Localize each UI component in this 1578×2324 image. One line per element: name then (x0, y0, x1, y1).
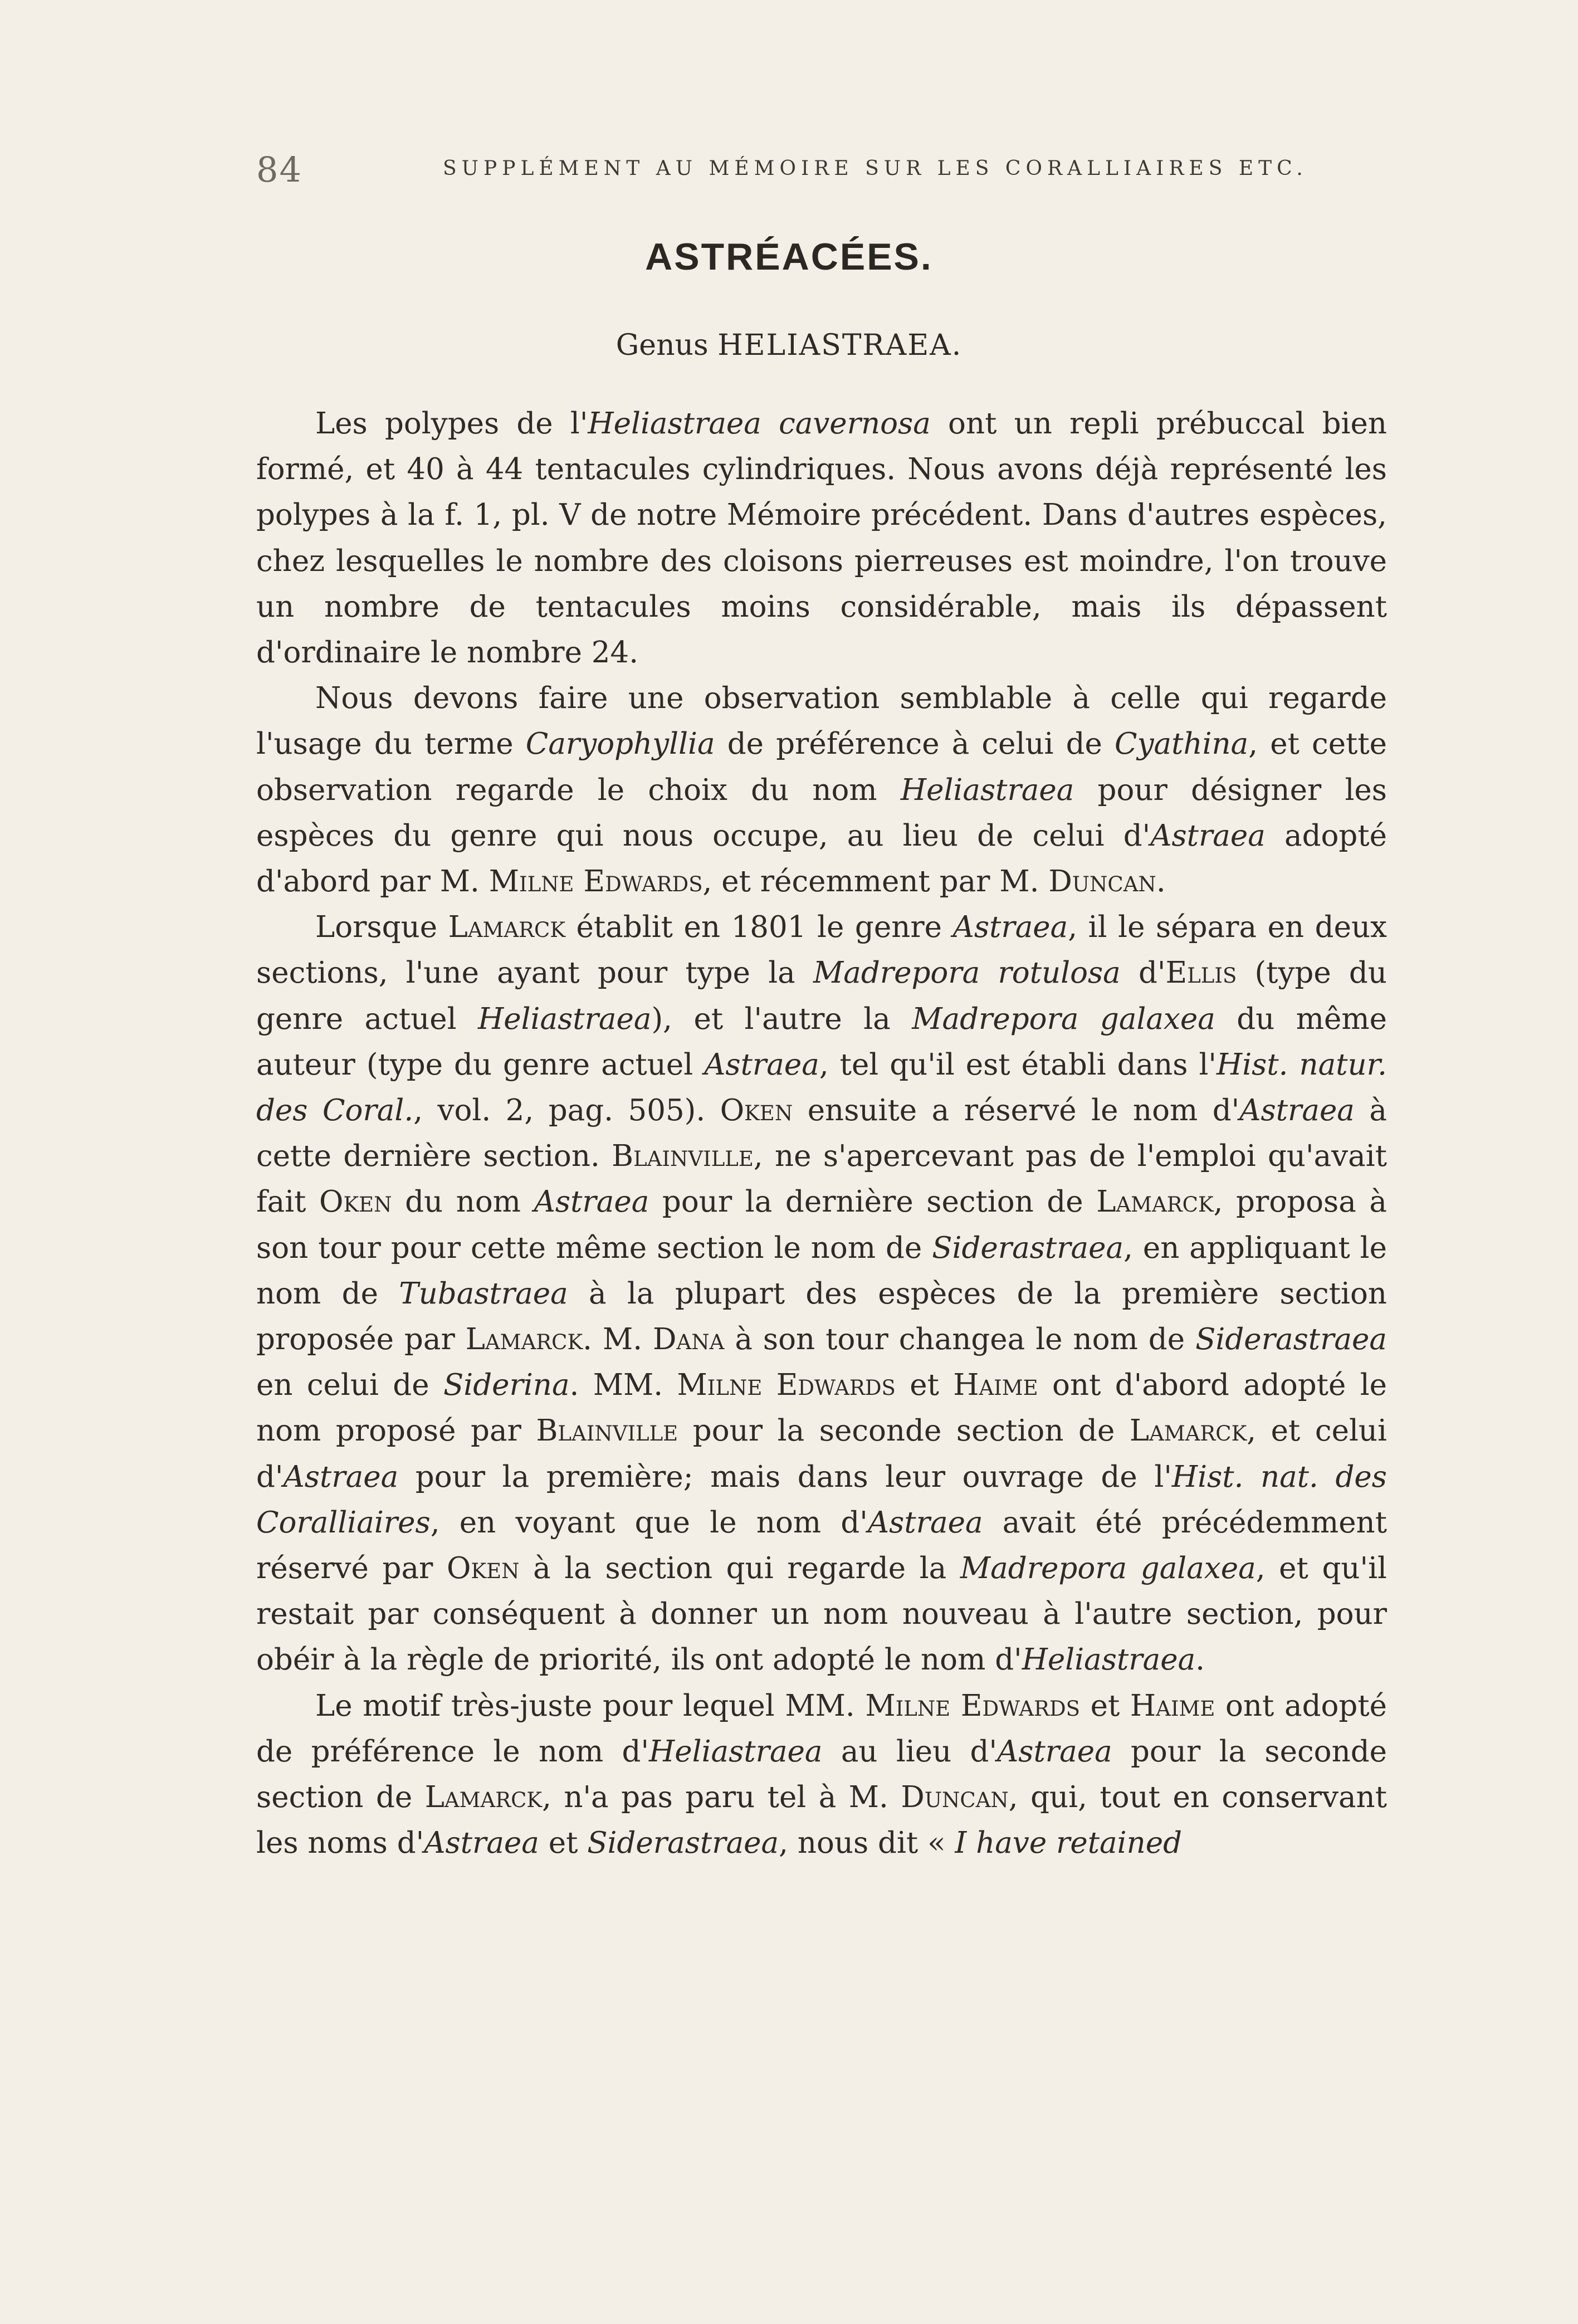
italic-term: Madrepora rotulosa (813, 956, 1121, 990)
body-text (256, 401, 1387, 1867)
text-run: , et celui d' (256, 1414, 1387, 1494)
author-name: Duncan (901, 1780, 1009, 1815)
text-run: , en voyant que le nom d' (430, 1505, 868, 1540)
author-name: Lamarck (424, 1780, 543, 1815)
paragraph (256, 1683, 1387, 1867)
text-run: Lorsque (315, 910, 448, 945)
page-header (256, 149, 1342, 194)
text-run: . M. (583, 1322, 653, 1357)
text-run: et (539, 1826, 588, 1861)
text-run: à son tour changea le nom de (724, 1322, 1196, 1357)
text-run: ont un repli prébuccal bien formé, et 40 à 44 tentacules cylindriques. Nous avons déjà représenté les polypes à la f. 1, pl. V de notre Mémoire précédent. Dans d'autres espèces, chez lesquelles le nombre des cloisons pierreuses est moindre, l'on trouve un nombre de tentacules moins considérable, mais ils dépassent d'ordinaire le nombre 24. (256, 407, 1387, 670)
text-run: ), et l'autre la (651, 1002, 912, 1036)
text-run: . (1195, 1643, 1205, 1677)
author-name: Blainville (536, 1414, 678, 1448)
text-run: ont adopté de préférence le nom d' (256, 1688, 1388, 1769)
text-run: du même auteur (type du genre actuel (256, 1002, 1387, 1082)
author-name: Dana (653, 1322, 725, 1357)
italic-term: Astraea (704, 1047, 819, 1082)
italic-term: Heliastraea (478, 1002, 652, 1036)
italic-term: Heliastraea (649, 1734, 823, 1769)
author-name: Ellis (1165, 956, 1237, 990)
running-title: SUPPLÉMENT AU MÉMOIRE SUR LES CORALLIAIRES ETC. (443, 157, 1308, 180)
italic-term: Madrepora galaxea (912, 1002, 1215, 1036)
text-run: à la section qui regarde la (519, 1551, 960, 1586)
italic-term: Siderina (443, 1368, 570, 1403)
italic-term: Astraea (534, 1185, 649, 1219)
text-run: au lieu d' (822, 1734, 998, 1769)
text-run: , il le sépara en deux sections, l'une ayant pour type la (256, 910, 1387, 990)
text-run: , n'a pas paru tel à M. (542, 1780, 901, 1815)
italic-term: Tubastraea (399, 1276, 568, 1311)
text-run: pour la seconde section de (678, 1414, 1130, 1448)
text-run: , tel qu'il est établi dans l' (819, 1047, 1217, 1082)
text-run: de préférence à celui de (715, 727, 1115, 761)
italic-term: Astraea (997, 1734, 1112, 1769)
author-name: Milne Edwards (488, 865, 703, 899)
italic-term: Siderastraea (587, 1826, 779, 1861)
author-name: Blainville (612, 1139, 754, 1174)
text-run: Les polypes de l' (315, 407, 588, 441)
page-number: 84 (256, 149, 302, 190)
text-run: , et récemment par M. (702, 865, 1049, 899)
text-run: . (1156, 865, 1166, 899)
author-name: Oken (720, 1093, 793, 1128)
text-run: (type du genre actuel (256, 956, 1387, 1036)
italic-term: Astraea (424, 1826, 539, 1861)
italic-term: Heliastraea cavernosa (588, 407, 931, 441)
italic-term: Siderastraea (932, 1231, 1124, 1265)
family-heading: ASTRÉACÉES. (645, 236, 933, 278)
text-run: d' (1120, 956, 1166, 990)
genus-heading (0, 329, 1578, 362)
text-run: , et cette observation regarde le choix du nom (256, 727, 1388, 807)
text-run: à la plupart des espèces de la première section proposée par (256, 1276, 1387, 1357)
text-run: , nous dit « (779, 1826, 955, 1861)
italic-term: Heliastraea (1022, 1643, 1196, 1677)
text-run: , en appliquant le nom de (256, 1231, 1387, 1311)
italic-term: Madrepora galaxea (960, 1551, 1256, 1586)
text-run: , et qu'il restait par conséquent à donner un nom nouveau à l'autre section, pour obéir à la règle de priorité, ils ont adopté le nom d' (256, 1551, 1387, 1677)
italic-term: Astraea (1150, 818, 1266, 853)
text-run: . MM. (569, 1368, 677, 1403)
text-run: , proposa à son tour pour cette même section le nom de (256, 1185, 1387, 1265)
text-run: Le motif très-juste pour lequel MM. (315, 1688, 866, 1723)
author-name: Oken (319, 1185, 392, 1219)
text-run: adopté d'abord par M. (256, 818, 1387, 899)
italic-term: Cyathina (1115, 727, 1249, 761)
author-name: Lamarck (1129, 1414, 1247, 1448)
author-name: Duncan (1048, 865, 1156, 899)
italic-term: I have retained (955, 1826, 1183, 1861)
italic-term: Astraea (283, 1459, 399, 1494)
text-run: et (895, 1368, 954, 1403)
italic-term: Heliastraea (900, 773, 1074, 807)
text-run: à cette dernière section. (256, 1093, 1387, 1174)
italic-term: Astraea (1239, 1093, 1355, 1128)
author-name: Haime (1130, 1688, 1215, 1723)
genus-label: Genus (615, 329, 709, 362)
italic-term: Hist. nat. des Coralliaires (256, 1459, 1387, 1540)
text-run: avait été précédemment réservé par (256, 1505, 1387, 1586)
text-run: , qui, tout en conservant les noms d' (256, 1780, 1387, 1861)
author-name: Lamarck (448, 910, 565, 945)
text-run: établit en 1801 le genre (565, 910, 953, 945)
paragraph (256, 676, 1387, 905)
text-run: ensuite a réservé le nom d' (793, 1093, 1240, 1128)
italic-term: Astraea (952, 910, 1068, 945)
text-run: , vol. 2, pag. 505). (413, 1093, 720, 1128)
author-name: Milne Edwards (865, 1688, 1080, 1723)
italic-term: Hist. natur. des Coral. (256, 1047, 1387, 1128)
text-run: , ne s'apercevant pas de l'emploi qu'avait fait (256, 1139, 1387, 1219)
text-run: Nous devons faire une observation semblable à celle qui regarde l'usage du terme (256, 681, 1387, 761)
paragraph (256, 401, 1387, 676)
author-name: Haime (953, 1368, 1038, 1403)
text-run: pour la seconde section de (256, 1734, 1387, 1815)
author-name: Lamarck (1096, 1185, 1214, 1219)
text-run: pour la première; mais dans leur ouvrage de l' (398, 1459, 1172, 1494)
text-run: en celui de (256, 1368, 443, 1403)
author-name: Lamarck (465, 1322, 583, 1357)
text-run: pour la dernière section de (649, 1185, 1097, 1219)
author-name: Milne Edwards (677, 1368, 896, 1403)
paragraph (256, 905, 1387, 1683)
italic-term: Caryophyllia (525, 727, 715, 761)
text-run: ont d'abord adopté le nom proposé par (256, 1368, 1388, 1448)
text-run: du nom (392, 1185, 534, 1219)
genus-name: HELIASTRAEA. (717, 329, 963, 362)
text-run: et (1079, 1688, 1130, 1723)
text-run: pour désigner les espèces du genre qui nous occupe, au lieu de celui d' (256, 773, 1387, 853)
italic-term: Siderastraea (1195, 1322, 1387, 1357)
author-name: Oken (447, 1551, 520, 1586)
italic-term: Astraea (867, 1505, 983, 1540)
